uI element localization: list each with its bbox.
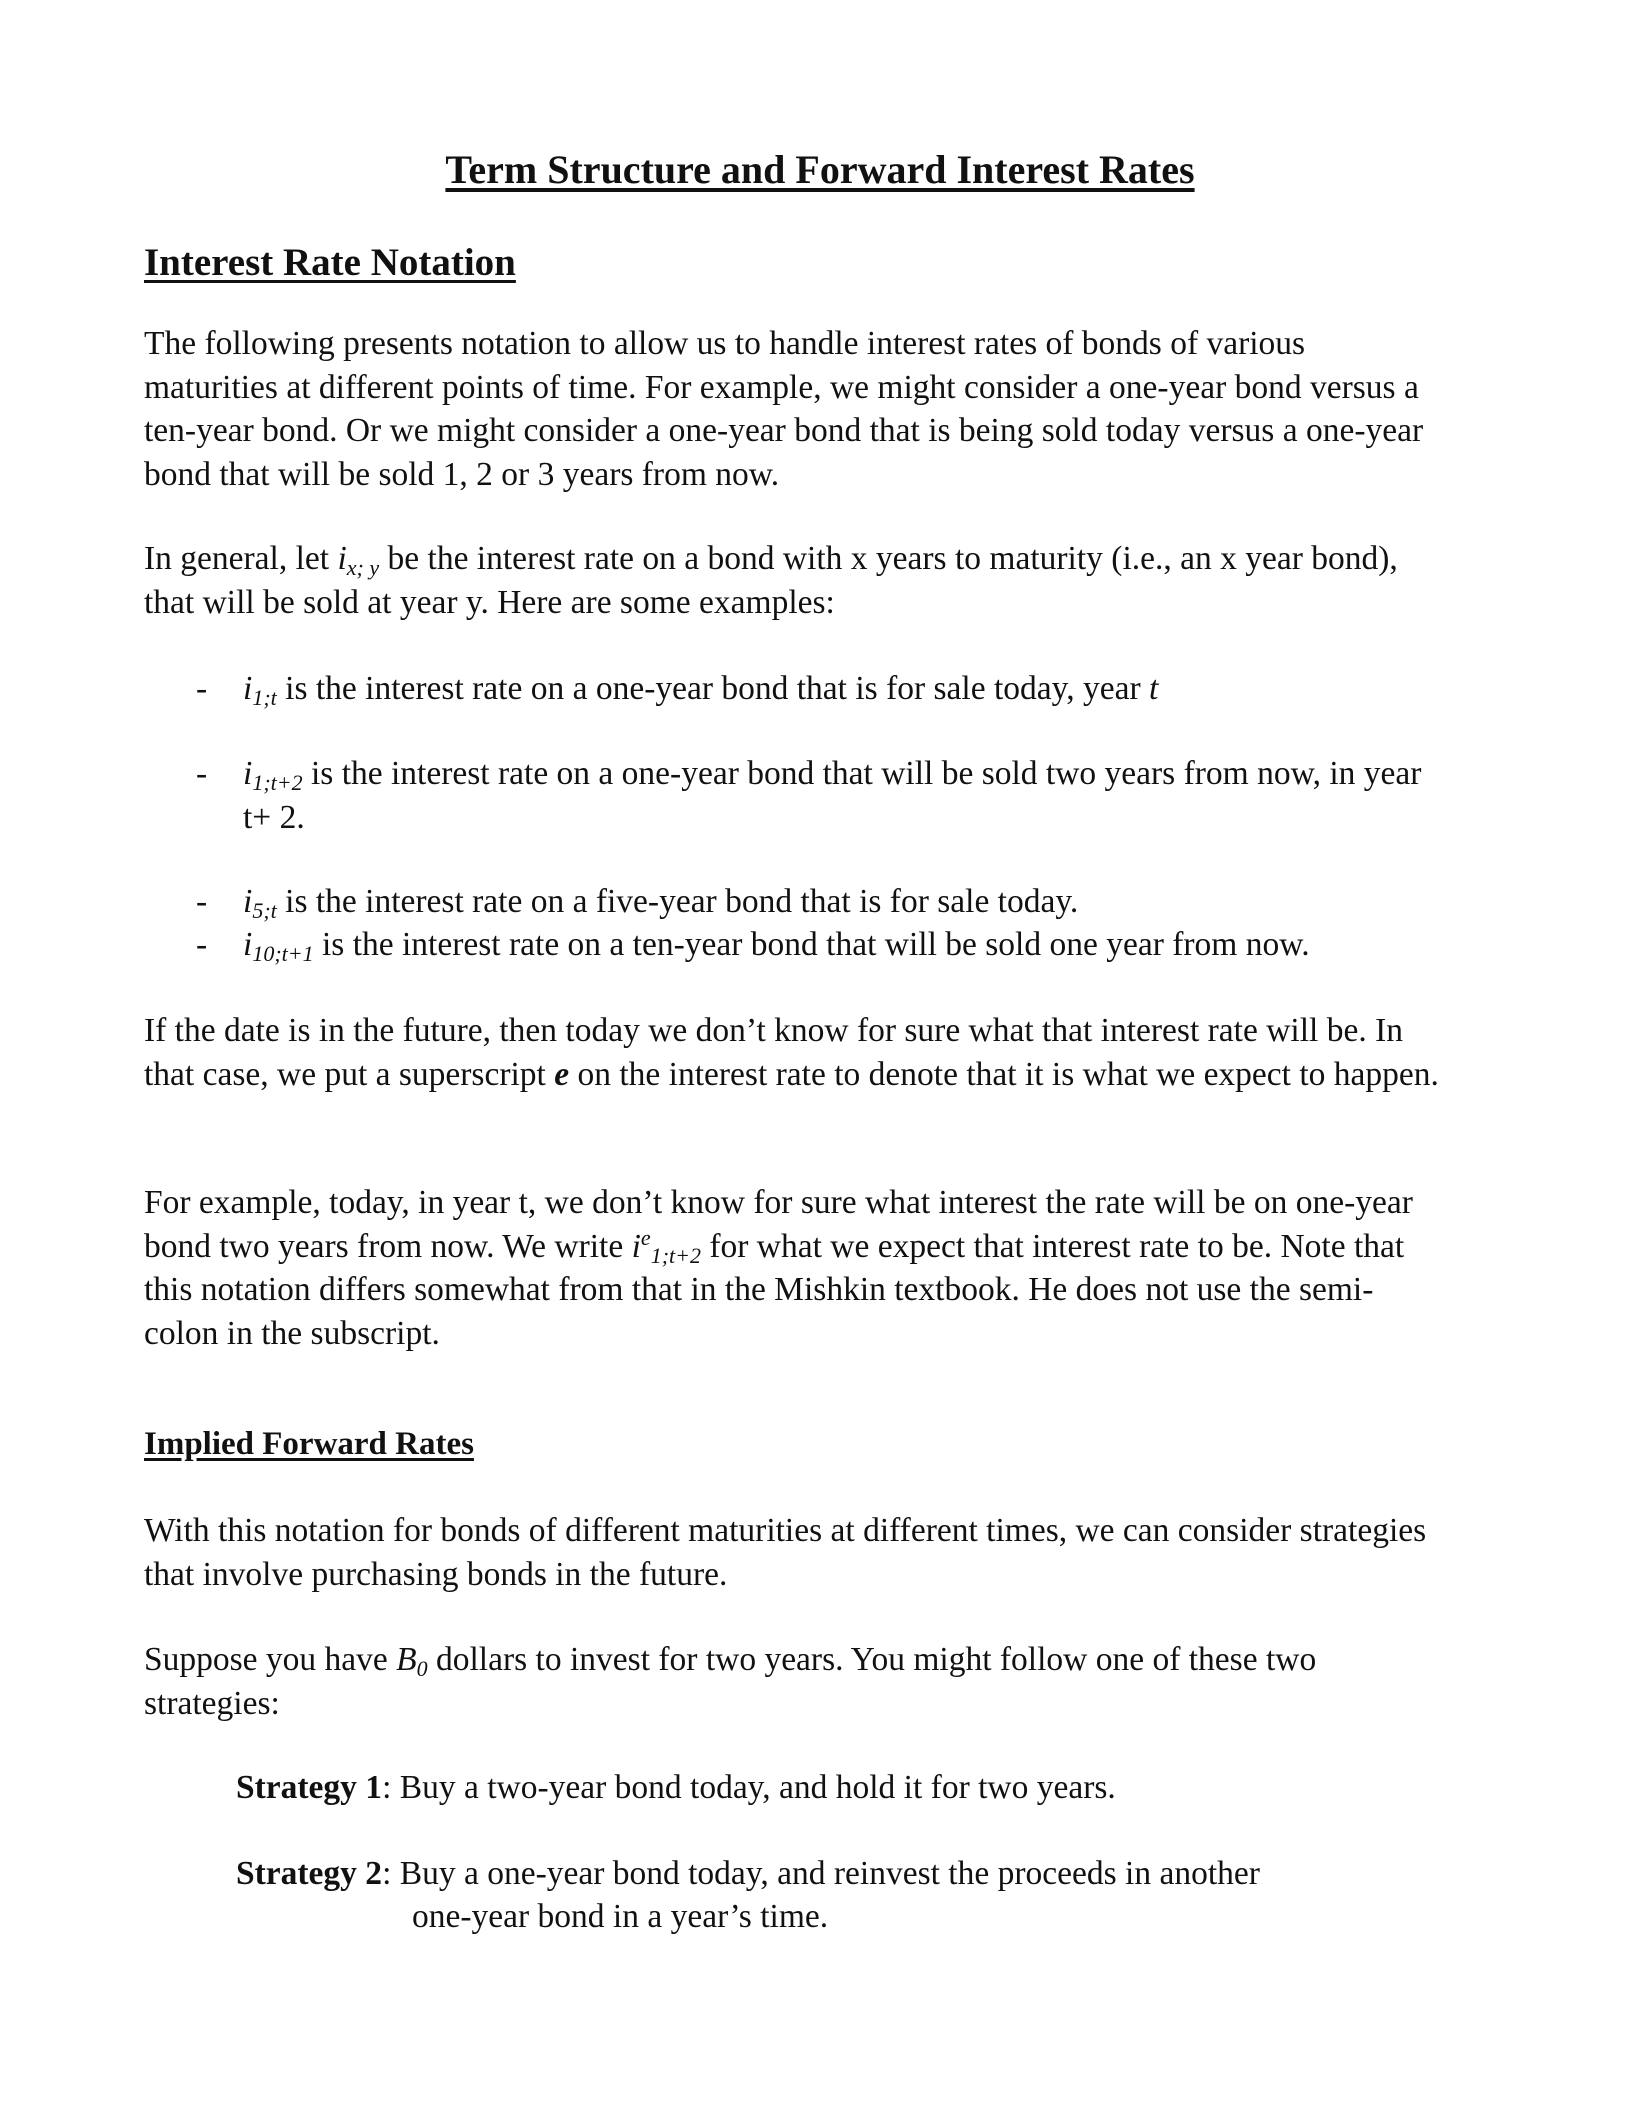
math-superscript: e: [640, 1224, 651, 1250]
bullet-item: [243, 880, 1423, 924]
math-variable: B: [396, 1641, 417, 1678]
bullet-item: [243, 667, 1423, 711]
text-fragment: is the interest rate on a one-year bond that is for sale today, year: [276, 670, 1149, 707]
text-fragment: be the interest rate on a bond with x years to maturity (i.e., an x year bond), that will be sold at year y. Here are some examples:: [144, 540, 1398, 621]
strategy-label: Strategy 2: [236, 1855, 383, 1892]
text-fragment: is the interest rate on a five-year bond that is for sale today.: [276, 883, 1079, 920]
math-subscript: 0: [416, 1656, 428, 1681]
strategy-text: : Buy a two-year bond today, and hold it for two years.: [382, 1769, 1116, 1806]
text-fragment: dollars to invest for two years. You might follow one of these two strategies:: [144, 1641, 1317, 1722]
section-heading-interest-rate-notation: Interest Rate Notation: [144, 241, 516, 284]
text-fragment: is the interest rate on a ten-year bond that will be sold one year from now.: [313, 926, 1310, 963]
document-title: Term Structure and Forward Interest Rates: [445, 147, 1195, 192]
bullet-dash: -: [196, 755, 208, 792]
strategy-label: Strategy 1: [236, 1769, 383, 1806]
math-subscript: 10;t+1: [252, 941, 314, 966]
paragraph-future-expectation: [144, 1009, 1444, 1096]
strategy-2-continuation: one-year bond in a year’s time.: [412, 1898, 829, 1935]
text-fragment: If the date is in the future, then today we don’t know for sure what that interest rate will be. In that case, we put a superscript: [144, 1012, 1403, 1093]
math-subscript: 5;t: [252, 898, 277, 923]
paragraph-invest-two-years: [144, 1638, 1444, 1725]
paragraph-general-notation: [144, 537, 1444, 624]
text-fragment: Suppose you have: [144, 1641, 397, 1678]
paragraph-strategies-intro: With this notation for bonds of different maturities at different times, we can consider strategies that involve purchasing bonds in the future.: [144, 1512, 1427, 1593]
paragraph-notation-intro: The following presents notation to allow us to handle interest rates of bonds of various maturities at different points of time. For example, we might consider a one-year bond versus a ten-year bond. Or we might consider a one-year bond that is being sold today versus a one-year bond that will be sold 1, 2 or 3 years from now.: [144, 325, 1424, 493]
bullet-dash: -: [196, 883, 208, 920]
math-variable: i: [243, 755, 253, 792]
math-variable: i: [243, 883, 253, 920]
bullet-dash: -: [196, 670, 208, 707]
text-fragment: For example, today, in year t, we don’t know for sure what interest the rate will be on one-year bond two years from now. We write: [144, 1184, 1413, 1265]
math-variable: i: [337, 540, 347, 577]
strategy-text: : Buy a one-year bond today, and reinvest the proceeds in another: [382, 1855, 1260, 1892]
paragraph-example-expected-rate: [144, 1181, 1444, 1355]
bullet-item: [243, 752, 1423, 839]
text-fragment: for what we expect that interest rate to be. Note that this notation differs somewhat from that in the Mishkin textbook. He does not use the semi-colon in the subscript.: [144, 1227, 1405, 1352]
section-heading-implied-forward-rates: Implied Forward Rates: [144, 1426, 474, 1462]
math-variable: i: [243, 926, 253, 963]
math-variable: i: [631, 1227, 641, 1265]
math-subscript: 1;t+2: [650, 1242, 701, 1268]
math-variable: t: [1149, 670, 1159, 707]
text-fragment: In general, let: [144, 540, 338, 577]
strategy-1: [236, 1766, 1116, 1810]
bullet-dash: -: [196, 926, 208, 963]
math-superscript-e: e: [554, 1055, 570, 1093]
math-subscript: x; y: [346, 555, 380, 580]
math-variable: i: [243, 670, 253, 707]
math-subscript: 1;t+2: [252, 770, 303, 795]
text-fragment: is the interest rate on a one-year bond that will be sold two years from now, in year t+ 2.: [243, 755, 1422, 836]
text-fragment: on the interest rate to denote that it is what we expect to happen.: [569, 1055, 1439, 1093]
strategy-2: [236, 1852, 1260, 1896]
math-subscript: 1;t: [252, 685, 277, 710]
bullet-item: [243, 923, 1423, 967]
